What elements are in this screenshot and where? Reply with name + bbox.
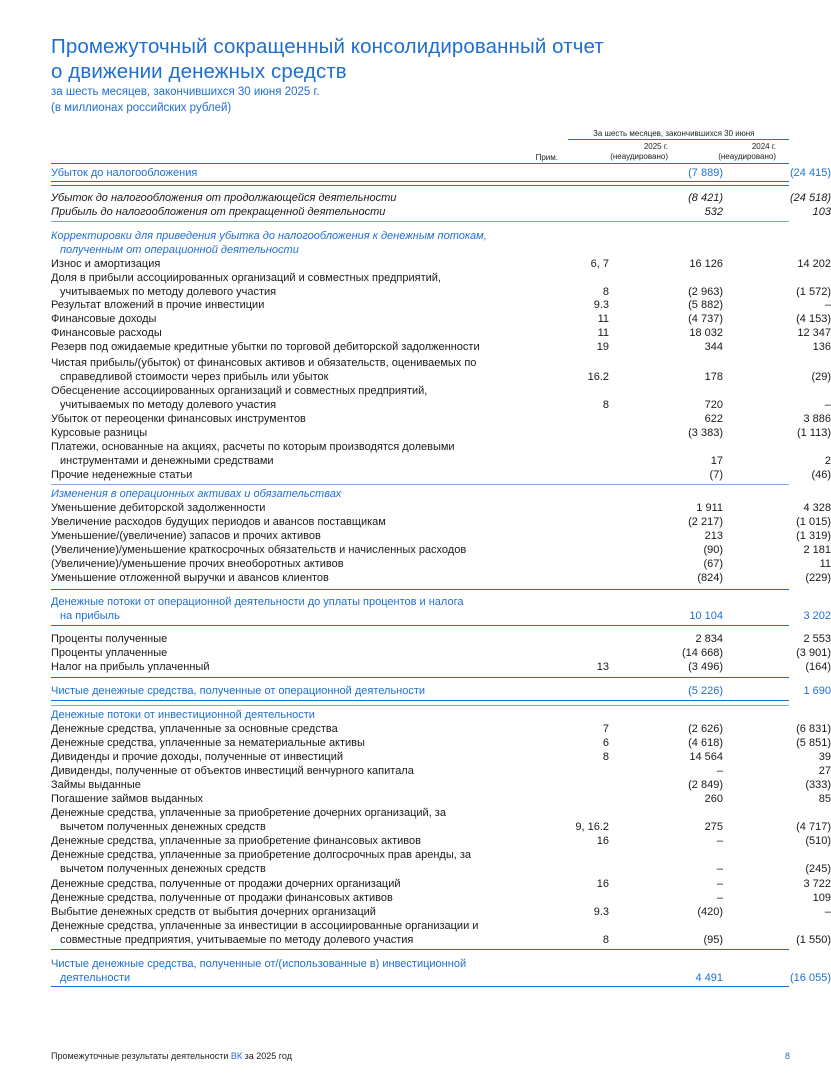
- row-label: [51, 340, 521, 354]
- row-label: [51, 468, 521, 482]
- value-2024: 4 328: [803, 502, 831, 514]
- row-label: [51, 806, 521, 834]
- value-2024: (3 901): [796, 647, 831, 659]
- row-label-continuation: учитываемых по методу долевого участия: [60, 286, 277, 298]
- value-2025: (2 217): [688, 516, 723, 528]
- value-2025: 532: [704, 206, 723, 218]
- value-2025: (3 383): [688, 427, 723, 439]
- value-2024: (4 153): [796, 313, 831, 325]
- row-label-line: Выбытие денежных средств от выбытия дочерних организаций: [51, 906, 376, 918]
- value-2025: (2 963): [688, 286, 723, 298]
- row-label: [51, 750, 521, 764]
- row-label: [51, 792, 521, 806]
- row-label-line: Денежные средства, уплаченные за приобретение долгосрочных прав аренды, за: [51, 849, 472, 861]
- row-note: 8: [602, 399, 609, 411]
- value-2024: (6 831): [796, 723, 831, 735]
- value-2024: 12 347: [797, 327, 831, 339]
- row-label-line: Займы выданные: [51, 779, 141, 791]
- row-label-line: Денежные потоки от операционной деятельности до уплаты процентов и налога: [51, 596, 464, 608]
- value-2025: (420): [697, 906, 723, 918]
- column-2024-status: (неаудировано): [718, 152, 776, 161]
- value-2024: 2 181: [803, 544, 831, 556]
- row-label-line: Убыток от переоценки финансовых инструментов: [51, 413, 306, 425]
- row-label-continuation: полученным от операционной деятельности: [60, 244, 299, 256]
- row-note: 16.2: [587, 371, 609, 383]
- value-2025: 18 032: [689, 327, 723, 339]
- row-label-line: Убыток до налогообложения: [51, 167, 198, 179]
- row-label-line: Дивиденды, полученные от объектов инвестиций венчурного капитала: [51, 765, 414, 777]
- period-header: За шесть месяцев, закончившихся 30 июня: [593, 129, 755, 138]
- row-label-line: Денежные средства, полученные от продажи финансовых активов: [51, 892, 393, 904]
- value-2025: 2 834: [695, 633, 723, 645]
- row-divider: [51, 705, 789, 706]
- row-label: [51, 905, 521, 919]
- row-divider: [51, 484, 789, 485]
- value-2024: 11: [819, 558, 831, 570]
- row-label-line: Проценты уплаченные: [51, 647, 168, 659]
- value-2024: (1 113): [796, 427, 831, 439]
- value-2025: 16 126: [689, 258, 723, 270]
- value-2024: (245): [805, 863, 831, 875]
- row-label: [51, 426, 521, 440]
- value-2025: (4 737): [688, 313, 723, 325]
- row-label-continuation: деятельности: [60, 972, 131, 984]
- row-label-line: Прибыль до налогообложения от прекращенной деятельности: [51, 206, 386, 218]
- value-2024: (24 518): [790, 192, 831, 204]
- row-label-continuation: вычетом полученных денежных средств: [60, 821, 266, 833]
- row-label: [51, 557, 521, 571]
- row-label: [51, 191, 521, 205]
- row-note: 6: [602, 737, 609, 749]
- footer-brand: ВК: [230, 1051, 243, 1061]
- row-label-line: Уменьшение отложенной выручки и авансов клиентов: [51, 572, 329, 584]
- value-2024: 2 553: [803, 633, 831, 645]
- row-label-line: (Увеличение)/уменьшение прочих внеоборотных активов: [51, 558, 344, 570]
- row-label-line: Курсовые разницы: [51, 427, 148, 439]
- value-2025: 17: [710, 455, 723, 467]
- row-divider: [51, 986, 789, 987]
- row-label: [51, 877, 521, 891]
- row-label-line: Налог на прибыль уплаченный: [51, 661, 210, 673]
- value-2025: –: [716, 863, 723, 875]
- value-2025: (824): [697, 572, 723, 584]
- value-2025: 622: [704, 413, 723, 425]
- row-label-line: Чистые денежные средства, полученные от/(использованные в) инвестиционной: [51, 958, 467, 970]
- value-2024: (1 572): [796, 286, 831, 298]
- row-label-line: Уменьшение/(увеличение) запасов и прочих активов: [51, 530, 321, 542]
- row-label-continuation: вычетом полученных денежных средств: [60, 863, 266, 875]
- row-label: [51, 891, 521, 905]
- row-label-continuation: совместные предприятия, учитываемые по методу долевого участия: [60, 934, 414, 946]
- footer-text-end: за 2025 год: [242, 1051, 292, 1061]
- row-label-continuation: учитываемых по методу долевого участия: [60, 399, 277, 411]
- row-label: [51, 543, 521, 557]
- row-label-line: Чистая прибыль/(убыток) от финансовых активов и обязательств, оцениваемых по: [51, 357, 477, 369]
- value-2025: 213: [704, 530, 723, 542]
- row-label: [51, 529, 521, 543]
- value-2025: (5 882): [688, 299, 723, 311]
- row-label-continuation: на прибыль: [60, 610, 120, 622]
- row-label: [51, 312, 521, 326]
- value-2024: 103: [812, 206, 831, 218]
- row-label: [51, 440, 521, 468]
- column-2025-year: 2025 г.: [643, 142, 668, 151]
- subtitle-period: за шесть месяцев, закончившихся 30 июня 2025 г.: [51, 86, 320, 98]
- value-2025: (5 226): [688, 685, 723, 697]
- row-label: [51, 764, 521, 778]
- row-label: [51, 684, 521, 698]
- row-label-line: Убыток до налогообложения от продолжающейся деятельности: [51, 192, 397, 204]
- row-label-line: Погашение займов выданных: [51, 793, 203, 805]
- row-note: 9.3: [593, 299, 609, 311]
- row-divider: [51, 677, 789, 678]
- value-2024: (164): [805, 661, 831, 673]
- row-label: [51, 708, 521, 722]
- row-label: [51, 229, 521, 257]
- value-2024: –: [824, 906, 831, 918]
- value-2024: –: [824, 399, 831, 411]
- row-label-line: Резерв под ожидаемые кредитные убытки по торговой дебиторской задолженности: [51, 341, 480, 353]
- row-label: [51, 166, 521, 180]
- value-2025: (3 496): [688, 661, 723, 673]
- value-2025: (8 421): [688, 192, 723, 204]
- row-label: [51, 257, 521, 271]
- value-2024: (5 851): [796, 737, 831, 749]
- value-2024: 2: [824, 455, 831, 467]
- value-2024: (229): [805, 572, 831, 584]
- row-label: [51, 660, 521, 674]
- footer: [51, 1051, 292, 1061]
- row-label: [51, 356, 521, 384]
- value-2025: (7): [709, 469, 723, 481]
- row-label-line: Корректировки для приведения убытка до налогообложения к денежным потокам,: [51, 230, 487, 242]
- row-label: [51, 298, 521, 312]
- value-2024: (1 319): [796, 530, 831, 542]
- value-2024: –: [824, 299, 831, 311]
- value-2024: 27: [818, 765, 831, 777]
- row-label-line: Увеличение расходов будущих периодов и авансов поставщикам: [51, 516, 386, 528]
- value-2024: 14 202: [797, 258, 831, 270]
- value-2025: –: [716, 765, 723, 777]
- subtitle-units: (в миллионах российских рублей): [51, 102, 232, 114]
- row-note: 7: [602, 723, 609, 735]
- value-2025: 10 104: [689, 610, 723, 622]
- row-note: 9, 16.2: [575, 821, 609, 833]
- row-label-line: Дивиденды и прочие доходы, полученные от инвестиций: [51, 751, 344, 763]
- row-label-line: Денежные потоки от инвестиционной деятельности: [51, 709, 315, 721]
- row-label-line: Денежные средства, уплаченные за основные средства: [51, 723, 338, 735]
- row-label-line: Уменьшение дебиторской задолженности: [51, 502, 266, 514]
- value-2024: 39: [818, 751, 831, 763]
- row-note: 11: [597, 313, 609, 325]
- value-2024: (29): [811, 371, 831, 383]
- row-label: [51, 571, 521, 585]
- value-2025: 720: [704, 399, 723, 411]
- value-2025: 344: [704, 341, 723, 353]
- row-label: [51, 722, 521, 736]
- value-2025: 178: [704, 371, 723, 383]
- value-2025: (90): [703, 544, 723, 556]
- row-label-line: Денежные средства, полученные от продажи дочерних организаций: [51, 878, 401, 890]
- value-2025: (2 849): [688, 779, 723, 791]
- row-note: 19: [596, 341, 609, 353]
- row-label: [51, 834, 521, 848]
- row-label-line: Обесценение ассоциированных организаций и совместных предприятий,: [51, 385, 428, 397]
- row-label: [51, 848, 521, 876]
- value-2025: –: [716, 892, 723, 904]
- row-label: [51, 919, 521, 947]
- row-label-line: Денежные средства, уплаченные за инвестиции в ассоциированные организации и: [51, 920, 479, 932]
- row-label-line: Доля в прибыли ассоциированных организаций и совместных предприятий,: [51, 272, 441, 284]
- value-2024: 109: [812, 892, 831, 904]
- value-2025: –: [716, 835, 723, 847]
- row-label-continuation: справедливой стоимости через прибыль или убыток: [60, 371, 329, 383]
- row-label-line: Платежи, основанные на акциях, расчеты по которым производятся долевыми: [51, 441, 455, 453]
- row-note: 6, 7: [590, 258, 609, 270]
- row-label-line: Прочие неденежные статьи: [51, 469, 193, 481]
- row-label: [51, 326, 521, 340]
- row-divider: [51, 589, 789, 590]
- row-label-line: Износ и амортизация: [51, 258, 161, 270]
- row-label: [51, 957, 521, 985]
- value-2024: (24 415): [790, 167, 831, 179]
- row-label-line: Изменения в операционных активах и обязательствах: [51, 488, 342, 500]
- row-label-line: Финансовые расходы: [51, 327, 162, 339]
- row-note: 8: [602, 286, 609, 298]
- footer-text: Промежуточные результаты деятельности: [51, 1051, 231, 1061]
- value-2024: (333): [805, 779, 831, 791]
- value-2025: (95): [703, 934, 723, 946]
- value-2024: (4 717): [796, 821, 831, 833]
- row-label-line: Денежные средства, уплаченные за приобретение финансовых активов: [51, 835, 421, 847]
- row-label: [51, 487, 521, 501]
- row-label: [51, 501, 521, 515]
- column-2025-status: (неаудировано): [610, 152, 668, 161]
- value-2024: (1 015): [796, 516, 831, 528]
- row-label: [51, 384, 521, 412]
- value-2025: (4 618): [688, 737, 723, 749]
- row-divider: [51, 625, 789, 626]
- row-label-continuation: инструментами и денежными средствами: [60, 455, 274, 467]
- row-label: [51, 205, 521, 219]
- row-note: 13: [596, 661, 609, 673]
- value-2024: (16 055): [790, 972, 831, 984]
- row-label: [51, 271, 521, 299]
- row-label: [51, 595, 521, 623]
- row-note: 11: [597, 327, 609, 339]
- value-2025: (7 889): [688, 167, 723, 179]
- row-label: [51, 778, 521, 792]
- row-label-line: Чистые денежные средства, полученные от операционной деятельности: [51, 685, 426, 697]
- value-2024: (1 550): [796, 934, 831, 946]
- value-2024: 3 886: [803, 413, 831, 425]
- value-2024: 136: [812, 341, 831, 353]
- value-2025: 4 491: [695, 972, 723, 984]
- row-label-line: Результат вложений в прочие инвестиции: [51, 299, 265, 311]
- row-divider: [51, 181, 789, 182]
- value-2024: 85: [818, 793, 831, 805]
- value-2024: (510): [805, 835, 831, 847]
- row-note: 16: [596, 878, 609, 890]
- note-column-header: Прим.: [535, 153, 558, 162]
- row-label: [51, 515, 521, 529]
- value-2025: 14 564: [689, 751, 723, 763]
- row-label-line: Денежные средства, уплаченные за приобретение дочерних организаций, за: [51, 807, 446, 819]
- value-2025: 260: [704, 793, 723, 805]
- value-2025: 1 911: [696, 502, 723, 514]
- row-label: [51, 646, 521, 660]
- page-number: 8: [784, 1051, 790, 1061]
- row-note: 8: [602, 751, 609, 763]
- row-label: [51, 632, 521, 646]
- value-2024: 3 722: [803, 878, 831, 890]
- value-2025: (2 626): [688, 723, 723, 735]
- row-note: 16: [596, 835, 609, 847]
- value-2024: 3 202: [803, 610, 831, 622]
- value-2024: (46): [811, 469, 831, 481]
- row-label: [51, 412, 521, 426]
- value-2025: –: [716, 878, 723, 890]
- value-2025: (67): [703, 558, 723, 570]
- row-label-line: Проценты полученные: [51, 633, 168, 645]
- row-label-line: (Увеличение)/уменьшение краткосрочных обязательств и начисленных расходов: [51, 544, 467, 556]
- value-2025: 275: [704, 821, 723, 833]
- row-divider: [51, 700, 789, 701]
- column-2024-year: 2024 г.: [751, 142, 776, 151]
- row-divider: [51, 949, 789, 950]
- row-note: 8: [602, 934, 609, 946]
- value-2025: (14 668): [682, 647, 723, 659]
- row-divider: [51, 221, 789, 222]
- row-label-line: Денежные средства, уплаченные за нематериальные активы: [51, 737, 365, 749]
- row-label: [51, 736, 521, 750]
- title-line-1: Промежуточный сокращенный консолидированный отчет: [51, 35, 604, 58]
- title-line-2: о движении денежных средств: [51, 60, 347, 83]
- row-divider: [51, 185, 789, 186]
- row-note: 9.3: [593, 906, 609, 918]
- row-label-line: Финансовые доходы: [51, 313, 157, 325]
- value-2024: 1 690: [803, 685, 831, 697]
